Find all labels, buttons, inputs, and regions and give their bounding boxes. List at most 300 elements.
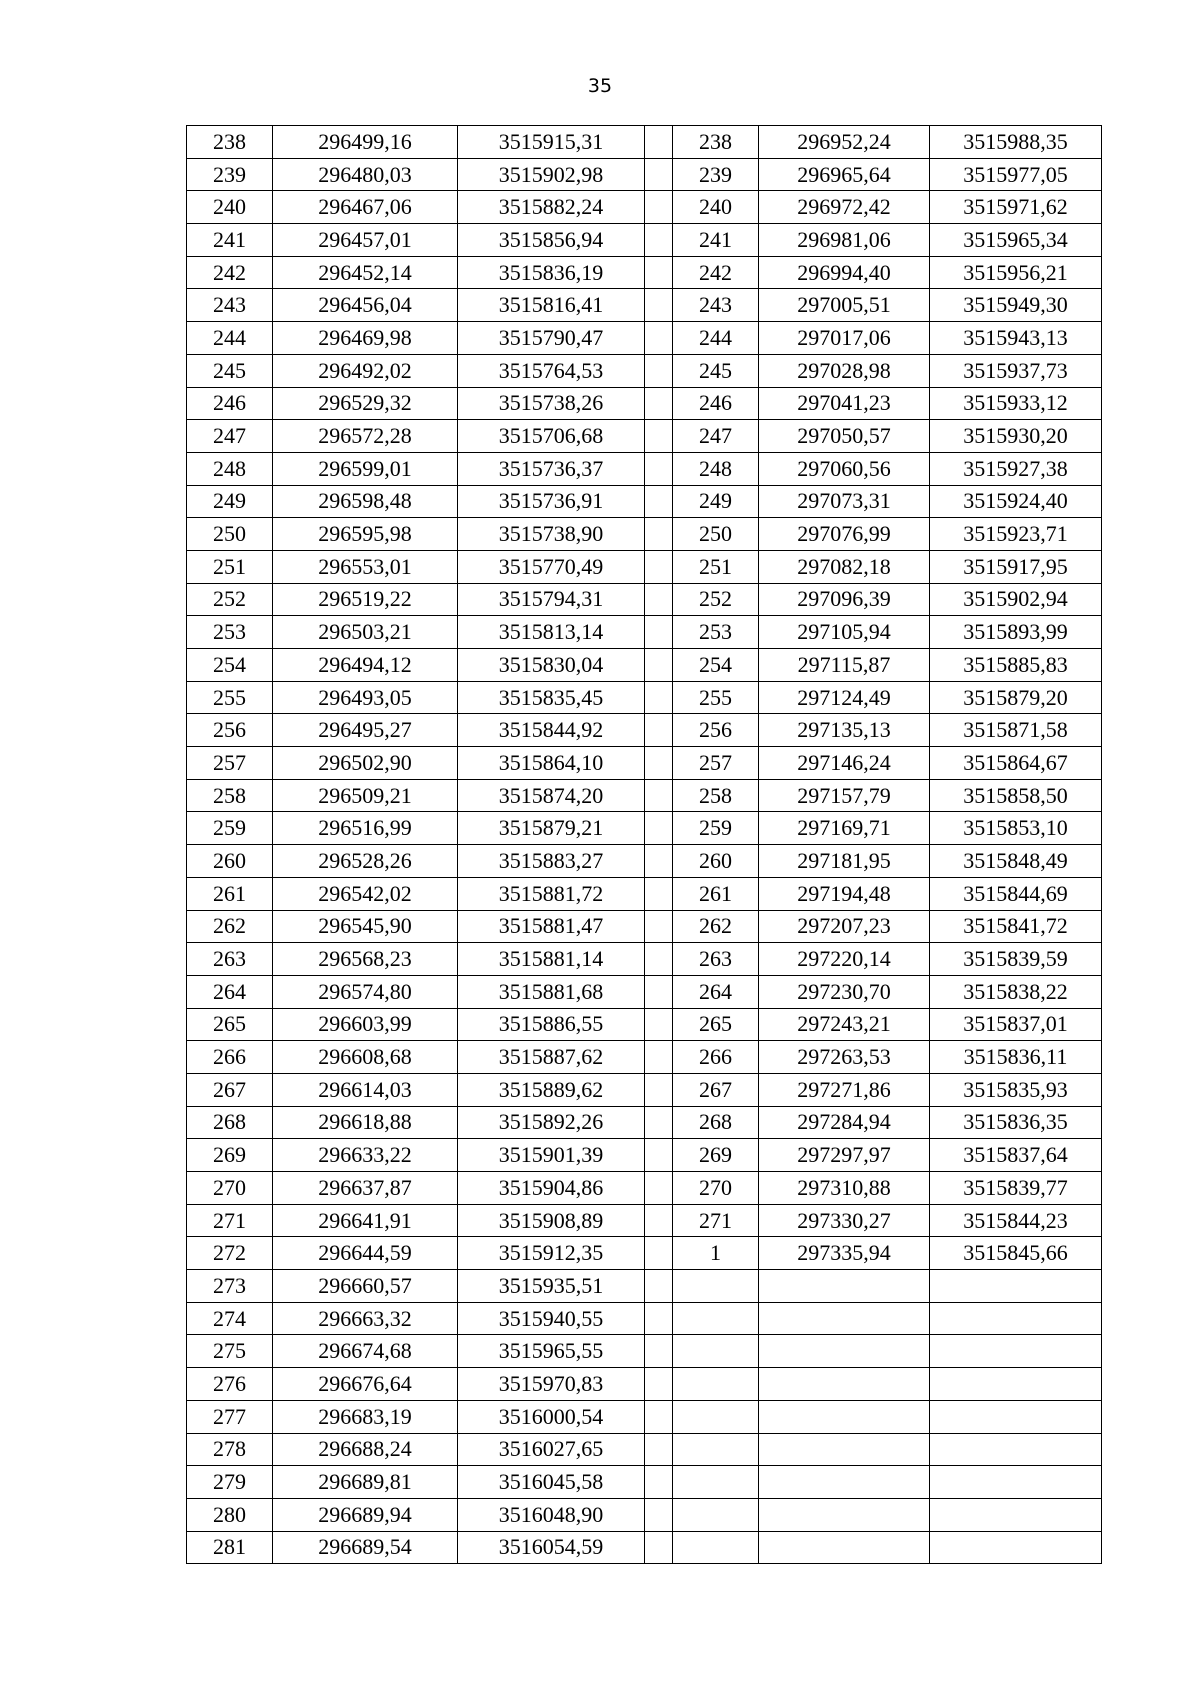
spacer-cell xyxy=(645,1531,673,1564)
l-x-coordinate-cell: 296688,24 xyxy=(273,1433,458,1466)
l-x-coordinate-cell: 296689,81 xyxy=(273,1466,458,1499)
spacer-cell xyxy=(645,910,673,943)
r-x-coordinate-cell: 297194,48 xyxy=(759,877,930,910)
r-x-coordinate-cell: 297017,06 xyxy=(759,322,930,355)
spacer-cell xyxy=(645,420,673,453)
spacer-cell xyxy=(645,812,673,845)
l-x-coordinate-cell: 296545,90 xyxy=(273,910,458,943)
r-point-number-cell: 1 xyxy=(673,1237,759,1270)
r-x-coordinate-cell: 297271,86 xyxy=(759,1073,930,1106)
table-row xyxy=(187,812,1102,845)
spacer-cell xyxy=(645,289,673,322)
l-x-coordinate-cell: 296553,01 xyxy=(273,550,458,583)
r-y-coordinate-cell: 3515837,01 xyxy=(930,1008,1102,1041)
spacer-cell xyxy=(645,518,673,551)
table-row xyxy=(187,158,1102,191)
r-x-coordinate-cell: 297157,79 xyxy=(759,779,930,812)
table-row xyxy=(187,1368,1102,1401)
r-point-number-cell: 245 xyxy=(673,354,759,387)
r-y-coordinate-cell xyxy=(930,1400,1102,1433)
r-y-coordinate-cell: 3515839,77 xyxy=(930,1172,1102,1205)
r-x-coordinate-cell: 297076,99 xyxy=(759,518,930,551)
table-row xyxy=(187,1041,1102,1074)
l-y-coordinate-cell: 3515901,39 xyxy=(458,1139,645,1172)
l-y-coordinate-cell: 3515736,91 xyxy=(458,485,645,518)
r-point-number-cell: 265 xyxy=(673,1008,759,1041)
r-y-coordinate-cell: 3515845,66 xyxy=(930,1237,1102,1270)
l-y-coordinate-cell: 3515889,62 xyxy=(458,1073,645,1106)
r-y-coordinate-cell: 3515844,69 xyxy=(930,877,1102,910)
spacer-cell xyxy=(645,387,673,420)
l-point-number-cell: 243 xyxy=(187,289,273,322)
l-point-number-cell: 272 xyxy=(187,1237,273,1270)
r-x-coordinate-cell: 297105,94 xyxy=(759,616,930,649)
r-x-coordinate-cell: 297073,31 xyxy=(759,485,930,518)
table-row xyxy=(187,1172,1102,1205)
spacer-cell xyxy=(645,1368,673,1401)
l-x-coordinate-cell: 296503,21 xyxy=(273,616,458,649)
l-y-coordinate-cell: 3515836,19 xyxy=(458,256,645,289)
l-x-coordinate-cell: 296519,22 xyxy=(273,583,458,616)
r-x-coordinate-cell: 297096,39 xyxy=(759,583,930,616)
table-row xyxy=(187,1400,1102,1433)
r-point-number-cell: 269 xyxy=(673,1139,759,1172)
l-y-coordinate-cell: 3515830,04 xyxy=(458,649,645,682)
spacer-cell xyxy=(645,845,673,878)
r-y-coordinate-cell: 3515917,95 xyxy=(930,550,1102,583)
spacer-cell xyxy=(645,550,673,583)
l-y-coordinate-cell: 3515887,62 xyxy=(458,1041,645,1074)
r-x-coordinate-cell: 296981,06 xyxy=(759,224,930,257)
r-point-number-cell: 262 xyxy=(673,910,759,943)
l-x-coordinate-cell: 296674,68 xyxy=(273,1335,458,1368)
r-y-coordinate-cell xyxy=(930,1433,1102,1466)
r-point-number-cell: 243 xyxy=(673,289,759,322)
r-point-number-cell: 239 xyxy=(673,158,759,191)
table-row xyxy=(187,616,1102,649)
l-point-number-cell: 254 xyxy=(187,649,273,682)
l-y-coordinate-cell: 3515879,21 xyxy=(458,812,645,845)
r-point-number-cell: 246 xyxy=(673,387,759,420)
spacer-cell xyxy=(645,1204,673,1237)
table-row xyxy=(187,1270,1102,1303)
table-row xyxy=(187,1073,1102,1106)
l-y-coordinate-cell: 3516000,54 xyxy=(458,1400,645,1433)
table-row xyxy=(187,354,1102,387)
r-y-coordinate-cell xyxy=(930,1335,1102,1368)
l-x-coordinate-cell: 296529,32 xyxy=(273,387,458,420)
l-x-coordinate-cell: 296494,12 xyxy=(273,649,458,682)
l-y-coordinate-cell: 3515706,68 xyxy=(458,420,645,453)
table-row xyxy=(187,191,1102,224)
r-x-coordinate-cell xyxy=(759,1531,930,1564)
r-x-coordinate-cell: 297181,95 xyxy=(759,845,930,878)
r-y-coordinate-cell: 3515924,40 xyxy=(930,485,1102,518)
l-point-number-cell: 244 xyxy=(187,322,273,355)
l-x-coordinate-cell: 296689,54 xyxy=(273,1531,458,1564)
r-y-coordinate-cell: 3515971,62 xyxy=(930,191,1102,224)
r-point-number-cell: 251 xyxy=(673,550,759,583)
l-x-coordinate-cell: 296568,23 xyxy=(273,943,458,976)
r-point-number-cell: 238 xyxy=(673,126,759,159)
l-point-number-cell: 275 xyxy=(187,1335,273,1368)
r-x-coordinate-cell xyxy=(759,1433,930,1466)
r-y-coordinate-cell: 3515848,49 xyxy=(930,845,1102,878)
spacer-cell xyxy=(645,747,673,780)
spacer-cell xyxy=(645,1498,673,1531)
l-x-coordinate-cell: 296499,16 xyxy=(273,126,458,159)
l-point-number-cell: 260 xyxy=(187,845,273,878)
spacer-cell xyxy=(645,1237,673,1270)
l-y-coordinate-cell: 3515902,98 xyxy=(458,158,645,191)
l-y-coordinate-cell: 3515738,90 xyxy=(458,518,645,551)
l-x-coordinate-cell: 296595,98 xyxy=(273,518,458,551)
r-x-coordinate-cell xyxy=(759,1400,930,1433)
r-x-coordinate-cell: 297169,71 xyxy=(759,812,930,845)
r-x-coordinate-cell: 297284,94 xyxy=(759,1106,930,1139)
l-point-number-cell: 263 xyxy=(187,943,273,976)
l-point-number-cell: 252 xyxy=(187,583,273,616)
l-y-coordinate-cell: 3516045,58 xyxy=(458,1466,645,1499)
l-y-coordinate-cell: 3515912,35 xyxy=(458,1237,645,1270)
l-x-coordinate-cell: 296618,88 xyxy=(273,1106,458,1139)
spacer-cell xyxy=(645,485,673,518)
l-y-coordinate-cell: 3515886,55 xyxy=(458,1008,645,1041)
l-y-coordinate-cell: 3515794,31 xyxy=(458,583,645,616)
r-point-number-cell: 268 xyxy=(673,1106,759,1139)
r-point-number-cell xyxy=(673,1400,759,1433)
table-row xyxy=(187,1466,1102,1499)
r-y-coordinate-cell xyxy=(930,1368,1102,1401)
spacer-cell xyxy=(645,1302,673,1335)
l-point-number-cell: 258 xyxy=(187,779,273,812)
l-x-coordinate-cell: 296599,01 xyxy=(273,452,458,485)
r-y-coordinate-cell: 3515943,13 xyxy=(930,322,1102,355)
r-y-coordinate-cell: 3515839,59 xyxy=(930,943,1102,976)
spacer-cell xyxy=(645,354,673,387)
table-row xyxy=(187,1335,1102,1368)
l-y-coordinate-cell: 3515736,37 xyxy=(458,452,645,485)
r-point-number-cell: 270 xyxy=(673,1172,759,1205)
spacer-cell xyxy=(645,714,673,747)
l-y-coordinate-cell: 3515970,83 xyxy=(458,1368,645,1401)
r-point-number-cell: 242 xyxy=(673,256,759,289)
coordinates-table xyxy=(186,125,1102,1564)
r-x-coordinate-cell: 297082,18 xyxy=(759,550,930,583)
l-y-coordinate-cell: 3516048,90 xyxy=(458,1498,645,1531)
r-point-number-cell: 244 xyxy=(673,322,759,355)
spacer-cell xyxy=(645,649,673,682)
l-x-coordinate-cell: 296663,32 xyxy=(273,1302,458,1335)
l-x-coordinate-cell: 296574,80 xyxy=(273,975,458,1008)
r-y-coordinate-cell: 3515871,58 xyxy=(930,714,1102,747)
r-y-coordinate-cell: 3515879,20 xyxy=(930,681,1102,714)
spacer-cell xyxy=(645,256,673,289)
r-y-coordinate-cell: 3515988,35 xyxy=(930,126,1102,159)
r-point-number-cell: 267 xyxy=(673,1073,759,1106)
l-x-coordinate-cell: 296467,06 xyxy=(273,191,458,224)
table-row xyxy=(187,747,1102,780)
l-point-number-cell: 245 xyxy=(187,354,273,387)
l-point-number-cell: 273 xyxy=(187,1270,273,1303)
r-x-coordinate-cell xyxy=(759,1466,930,1499)
l-y-coordinate-cell: 3515770,49 xyxy=(458,550,645,583)
r-x-coordinate-cell xyxy=(759,1302,930,1335)
spacer-cell xyxy=(645,1335,673,1368)
l-x-coordinate-cell: 296509,21 xyxy=(273,779,458,812)
r-y-coordinate-cell: 3515977,05 xyxy=(930,158,1102,191)
l-x-coordinate-cell: 296492,02 xyxy=(273,354,458,387)
table-row xyxy=(187,910,1102,943)
spacer-cell xyxy=(645,583,673,616)
r-x-coordinate-cell: 297310,88 xyxy=(759,1172,930,1205)
l-x-coordinate-cell: 296469,98 xyxy=(273,322,458,355)
l-point-number-cell: 277 xyxy=(187,1400,273,1433)
l-point-number-cell: 281 xyxy=(187,1531,273,1564)
r-point-number-cell: 248 xyxy=(673,452,759,485)
r-point-number-cell: 253 xyxy=(673,616,759,649)
spacer-cell xyxy=(645,322,673,355)
r-point-number-cell xyxy=(673,1531,759,1564)
table-row xyxy=(187,649,1102,682)
l-x-coordinate-cell: 296641,91 xyxy=(273,1204,458,1237)
table-row xyxy=(187,1008,1102,1041)
table-row xyxy=(187,681,1102,714)
l-x-coordinate-cell: 296644,59 xyxy=(273,1237,458,1270)
spacer-cell xyxy=(645,681,673,714)
l-x-coordinate-cell: 296516,99 xyxy=(273,812,458,845)
l-point-number-cell: 278 xyxy=(187,1433,273,1466)
r-y-coordinate-cell: 3515835,93 xyxy=(930,1073,1102,1106)
r-x-coordinate-cell xyxy=(759,1368,930,1401)
l-point-number-cell: 247 xyxy=(187,420,273,453)
r-x-coordinate-cell xyxy=(759,1335,930,1368)
r-x-coordinate-cell: 297335,94 xyxy=(759,1237,930,1270)
r-point-number-cell: 263 xyxy=(673,943,759,976)
r-x-coordinate-cell: 296972,42 xyxy=(759,191,930,224)
r-point-number-cell: 252 xyxy=(673,583,759,616)
r-point-number-cell: 241 xyxy=(673,224,759,257)
l-point-number-cell: 270 xyxy=(187,1172,273,1205)
r-point-number-cell: 256 xyxy=(673,714,759,747)
l-point-number-cell: 238 xyxy=(187,126,273,159)
r-point-number-cell: 249 xyxy=(673,485,759,518)
l-x-coordinate-cell: 296608,68 xyxy=(273,1041,458,1074)
spacer-cell xyxy=(645,877,673,910)
table-row xyxy=(187,1302,1102,1335)
l-y-coordinate-cell: 3515813,14 xyxy=(458,616,645,649)
r-y-coordinate-cell: 3515836,35 xyxy=(930,1106,1102,1139)
l-x-coordinate-cell: 296572,28 xyxy=(273,420,458,453)
r-x-coordinate-cell: 296994,40 xyxy=(759,256,930,289)
r-y-coordinate-cell: 3515864,67 xyxy=(930,747,1102,780)
spacer-cell xyxy=(645,1270,673,1303)
r-x-coordinate-cell: 297330,27 xyxy=(759,1204,930,1237)
l-x-coordinate-cell: 296633,22 xyxy=(273,1139,458,1172)
r-point-number-cell: 250 xyxy=(673,518,759,551)
r-point-number-cell xyxy=(673,1433,759,1466)
l-x-coordinate-cell: 296502,90 xyxy=(273,747,458,780)
r-point-number-cell: 271 xyxy=(673,1204,759,1237)
r-x-coordinate-cell: 297263,53 xyxy=(759,1041,930,1074)
r-point-number-cell xyxy=(673,1466,759,1499)
spacer-cell xyxy=(645,1466,673,1499)
l-x-coordinate-cell: 296603,99 xyxy=(273,1008,458,1041)
table-row xyxy=(187,452,1102,485)
table-row xyxy=(187,256,1102,289)
l-y-coordinate-cell: 3515856,94 xyxy=(458,224,645,257)
r-point-number-cell: 258 xyxy=(673,779,759,812)
r-y-coordinate-cell: 3515965,34 xyxy=(930,224,1102,257)
l-y-coordinate-cell: 3515892,26 xyxy=(458,1106,645,1139)
table-row xyxy=(187,1531,1102,1564)
r-y-coordinate-cell: 3515930,20 xyxy=(930,420,1102,453)
l-x-coordinate-cell: 296683,19 xyxy=(273,1400,458,1433)
l-y-coordinate-cell: 3515738,26 xyxy=(458,387,645,420)
l-point-number-cell: 271 xyxy=(187,1204,273,1237)
l-point-number-cell: 241 xyxy=(187,224,273,257)
table-row xyxy=(187,583,1102,616)
r-x-coordinate-cell: 297041,23 xyxy=(759,387,930,420)
r-y-coordinate-cell xyxy=(930,1270,1102,1303)
r-y-coordinate-cell xyxy=(930,1302,1102,1335)
l-x-coordinate-cell: 296457,01 xyxy=(273,224,458,257)
r-x-coordinate-cell xyxy=(759,1498,930,1531)
r-point-number-cell xyxy=(673,1368,759,1401)
l-x-coordinate-cell: 296452,14 xyxy=(273,256,458,289)
r-point-number-cell: 257 xyxy=(673,747,759,780)
r-y-coordinate-cell: 3515902,94 xyxy=(930,583,1102,616)
r-y-coordinate-cell: 3515885,83 xyxy=(930,649,1102,682)
table-row xyxy=(187,550,1102,583)
r-y-coordinate-cell: 3515937,73 xyxy=(930,354,1102,387)
r-x-coordinate-cell: 297005,51 xyxy=(759,289,930,322)
spacer-cell xyxy=(645,452,673,485)
l-point-number-cell: 248 xyxy=(187,452,273,485)
r-y-coordinate-cell: 3515923,71 xyxy=(930,518,1102,551)
spacer-cell xyxy=(645,616,673,649)
spacer-cell xyxy=(645,779,673,812)
table-row xyxy=(187,1237,1102,1270)
l-point-number-cell: 266 xyxy=(187,1041,273,1074)
r-point-number-cell: 266 xyxy=(673,1041,759,1074)
table-row xyxy=(187,1433,1102,1466)
r-point-number-cell xyxy=(673,1498,759,1531)
l-y-coordinate-cell: 3515908,89 xyxy=(458,1204,645,1237)
r-x-coordinate-cell: 297050,57 xyxy=(759,420,930,453)
r-x-coordinate-cell: 296952,24 xyxy=(759,126,930,159)
r-y-coordinate-cell xyxy=(930,1531,1102,1564)
l-point-number-cell: 274 xyxy=(187,1302,273,1335)
r-y-coordinate-cell: 3515836,11 xyxy=(930,1041,1102,1074)
l-point-number-cell: 267 xyxy=(187,1073,273,1106)
l-point-number-cell: 279 xyxy=(187,1466,273,1499)
l-point-number-cell: 265 xyxy=(187,1008,273,1041)
r-y-coordinate-cell: 3515893,99 xyxy=(930,616,1102,649)
r-point-number-cell: 254 xyxy=(673,649,759,682)
l-y-coordinate-cell: 3515835,45 xyxy=(458,681,645,714)
spacer-cell xyxy=(645,126,673,159)
spacer-cell xyxy=(645,1172,673,1205)
table-row xyxy=(187,1106,1102,1139)
l-y-coordinate-cell: 3515764,53 xyxy=(458,354,645,387)
l-point-number-cell: 250 xyxy=(187,518,273,551)
spacer-cell xyxy=(645,1041,673,1074)
spacer-cell xyxy=(645,1106,673,1139)
l-x-coordinate-cell: 296495,27 xyxy=(273,714,458,747)
l-x-coordinate-cell: 296660,57 xyxy=(273,1270,458,1303)
r-point-number-cell xyxy=(673,1302,759,1335)
r-y-coordinate-cell: 3515844,23 xyxy=(930,1204,1102,1237)
table-row xyxy=(187,224,1102,257)
l-x-coordinate-cell: 296542,02 xyxy=(273,877,458,910)
r-y-coordinate-cell: 3515927,38 xyxy=(930,452,1102,485)
spacer-cell xyxy=(645,943,673,976)
r-x-coordinate-cell: 297060,56 xyxy=(759,452,930,485)
r-y-coordinate-cell xyxy=(930,1498,1102,1531)
l-point-number-cell: 269 xyxy=(187,1139,273,1172)
spacer-cell xyxy=(645,975,673,1008)
l-y-coordinate-cell: 3515881,14 xyxy=(458,943,645,976)
l-y-coordinate-cell: 3515915,31 xyxy=(458,126,645,159)
r-point-number-cell xyxy=(673,1270,759,1303)
r-y-coordinate-cell: 3515853,10 xyxy=(930,812,1102,845)
r-y-coordinate-cell: 3515949,30 xyxy=(930,289,1102,322)
r-y-coordinate-cell: 3515841,72 xyxy=(930,910,1102,943)
spacer-cell xyxy=(645,1400,673,1433)
l-y-coordinate-cell: 3515882,24 xyxy=(458,191,645,224)
l-y-coordinate-cell: 3516027,65 xyxy=(458,1433,645,1466)
l-point-number-cell: 242 xyxy=(187,256,273,289)
table-row xyxy=(187,975,1102,1008)
table-row xyxy=(187,289,1102,322)
r-point-number-cell: 247 xyxy=(673,420,759,453)
l-point-number-cell: 276 xyxy=(187,1368,273,1401)
r-x-coordinate-cell: 297028,98 xyxy=(759,354,930,387)
l-x-coordinate-cell: 296480,03 xyxy=(273,158,458,191)
l-x-coordinate-cell: 296676,64 xyxy=(273,1368,458,1401)
l-point-number-cell: 261 xyxy=(187,877,273,910)
r-point-number-cell: 261 xyxy=(673,877,759,910)
l-y-coordinate-cell: 3516054,59 xyxy=(458,1531,645,1564)
table-row xyxy=(187,1139,1102,1172)
l-point-number-cell: 249 xyxy=(187,485,273,518)
l-x-coordinate-cell: 296637,87 xyxy=(273,1172,458,1205)
r-y-coordinate-cell: 3515858,50 xyxy=(930,779,1102,812)
table-row xyxy=(187,485,1102,518)
r-x-coordinate-cell: 297115,87 xyxy=(759,649,930,682)
l-x-coordinate-cell: 296493,05 xyxy=(273,681,458,714)
table-row xyxy=(187,877,1102,910)
l-y-coordinate-cell: 3515881,47 xyxy=(458,910,645,943)
l-y-coordinate-cell: 3515881,68 xyxy=(458,975,645,1008)
spacer-cell xyxy=(645,1008,673,1041)
table-row xyxy=(187,322,1102,355)
table-row xyxy=(187,845,1102,878)
spacer-cell xyxy=(645,1073,673,1106)
l-x-coordinate-cell: 296614,03 xyxy=(273,1073,458,1106)
l-y-coordinate-cell: 3515940,55 xyxy=(458,1302,645,1335)
r-y-coordinate-cell: 3515956,21 xyxy=(930,256,1102,289)
l-point-number-cell: 259 xyxy=(187,812,273,845)
l-point-number-cell: 257 xyxy=(187,747,273,780)
r-x-coordinate-cell: 297135,13 xyxy=(759,714,930,747)
l-y-coordinate-cell: 3515864,10 xyxy=(458,747,645,780)
l-point-number-cell: 239 xyxy=(187,158,273,191)
spacer-cell xyxy=(645,224,673,257)
l-y-coordinate-cell: 3515883,27 xyxy=(458,845,645,878)
l-y-coordinate-cell: 3515790,47 xyxy=(458,322,645,355)
